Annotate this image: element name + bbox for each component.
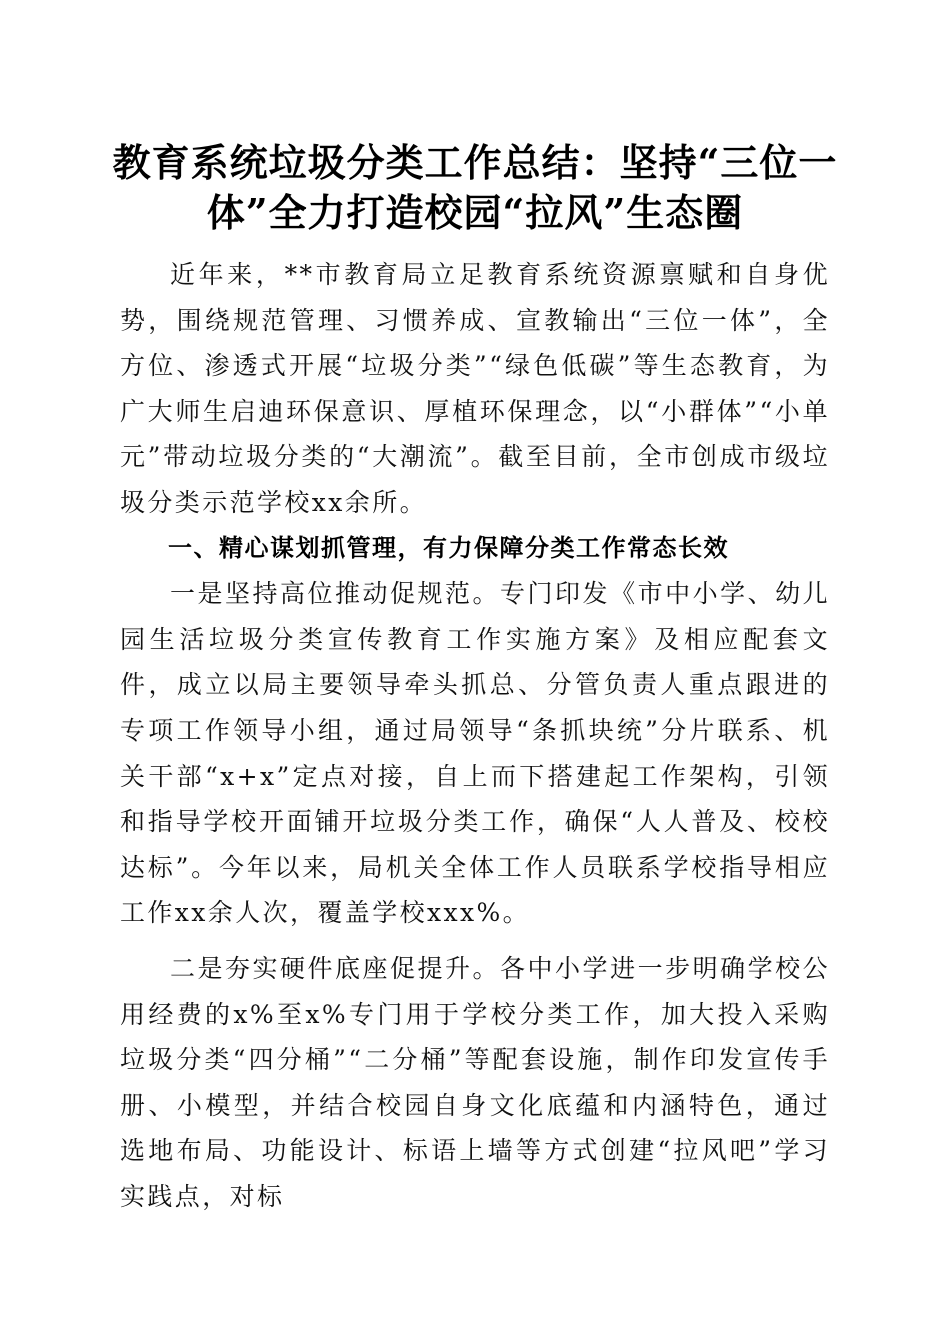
title-line-2: 体”全力打造校园“拉风”生态圈	[206, 190, 744, 235]
paragraph-1: 一是坚持高位推动促规范。专门印发《市中小学、幼儿园生活垃圾分类宣传教育工作实施方案》及相应配套文件，成立以局主要领导牵头抓总、分管负责人重点跟进的专项工作领导小组，通过局领导“条抓块统”分片联系、机关干部“x+x”定点对接，自上而下搭建起工作架构，引领和指导学校开面铺开垃圾分类工作，确保“人人普及、校校达标”。今年以来，局机关全体工作人员联系学校指导相应工作xx余人次，覆盖学校xxx%。	[120, 579, 830, 928]
section-1-heading: 一、精心谋划抓管理，有力保障分类工作常态长效	[168, 533, 729, 562]
paragraph-2: 二是夯实硬件底座促提升。各中小学进一步明确学校公用经费的x%至x%专门用于学校分类工作，加大投入采购垃圾分类“四分桶”“二分桶”等配套设施，制作印发宣传手册、小模型，并结合校园自身文化底蕴和内涵特色，通过选地布局、功能设计、标语上墙等方式创建“拉风吧”学习实践点，对标	[120, 953, 830, 1211]
document-title	[110, 138, 840, 238]
title-line-1: 教育系统垃圾分类工作总结：坚持“三位一	[112, 140, 838, 185]
document-body	[120, 252, 830, 1219]
intro-paragraph: 近年来，**市教育局立足教育系统资源禀赋和自身优势，围绕规范管理、习惯养成、宣教输出“三位一体”，全方位、渗透式开展“垃圾分类”“绿色低碳”等生态教育，为广大师生启迪环保意识、厚植环保理念，以“小群体”“小单元”带动垃圾分类的“大潮流”。截至目前，全市创成市级垃圾分类示范学校xx余所。	[120, 260, 830, 517]
